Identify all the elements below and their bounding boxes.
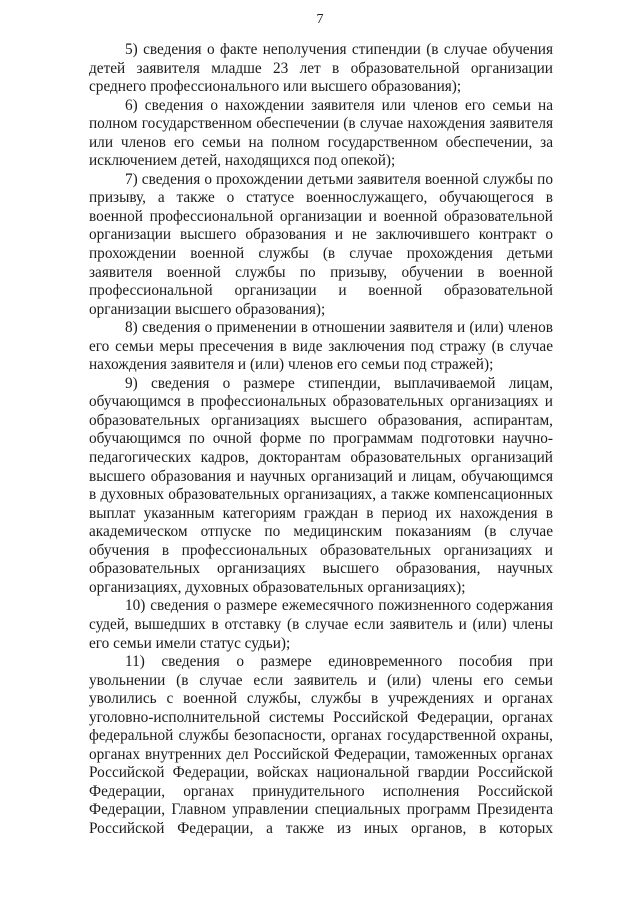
document-body [89, 41, 553, 839]
paragraph-item-10: 10) сведения о размере ежемесячного пожизненного содержания судей, вышедших в отставку (в случае если заявитель и (или) члены его семьи имели статус судьи); [89, 597, 553, 652]
paragraph-item-6: 6) сведения о нахождении заявителя или членов его семьи на полном государственном обеспечении (в случае нахождения заявителя или членов его семьи на полном государственном обеспечении, за исключением детей, находящихся под опекой); [89, 96, 553, 170]
page-number: 7 [316, 12, 324, 27]
paragraph-item-9: 9) сведения о размере стипендии, выплачиваемой лицам, обучающимся в профессиональных образовательных организациях и образовательных организациях высшего образования, аспирантам, обучающимся по очной форме по программам подготовки научно-педагогических кадров, докторантам образовательных организаций высшего образования и научных организаций и лицам, обучающимся в духовных образовательных организациях, а также компенсационных выплат указанным категориям граждан в период их нахождения в академическом отпуске по медицинским показаниям (в случае обучения в профессиональных образовательных организациях и образовательных организациях высшего образования, научных организациях, духовных образовательных организациях); [89, 374, 553, 596]
paragraph-item-7: 7) сведения о прохождении детьми заявителя военной службы по призыву, а также о статусе военнослужащего, обучающегося в военной профессиональной организации и военной образовательной организации высшего образования и не заключившего контракт о прохождении военной службы (в случае прохождения детьми заявителя военной службы по призыву, обучении в военной профессиональной организации и военной образовательной организации высшего образования); [89, 170, 553, 318]
paragraph-item-8: 8) сведения о применении в отношении заявителя и (или) членов его семьи меры пресечения в виде заключения под стражу (в случае нахождения заявителя и (или) членов его семьи под стражей); [89, 319, 553, 374]
paragraph-item-11: 11) сведения о размере единовременного пособия при увольнении (в случае если заявитель и (или) члены его семьи уволились с военной службы, службы в учреждениях и органах уголовно-исполнительной системы Российской Федерации, органах федеральной службы безопасности, органах государственной охраны, органах внутренних дел Российской Федерации, таможенных органах Российской Федерации, войсках национальной гвардии Российской Федерации, органах принудительного исполнения Российской Федерации, Главном управлении специальных программ Президента Российской Федерации, а также из иных органов, в которых [89, 653, 553, 837]
paragraph-item-5: 5) сведения о факте неполучения стипендии (в случае обучения детей заявителя младше 23 лет в образовательной организации среднего профессионального или высшего образования); [89, 41, 553, 96]
